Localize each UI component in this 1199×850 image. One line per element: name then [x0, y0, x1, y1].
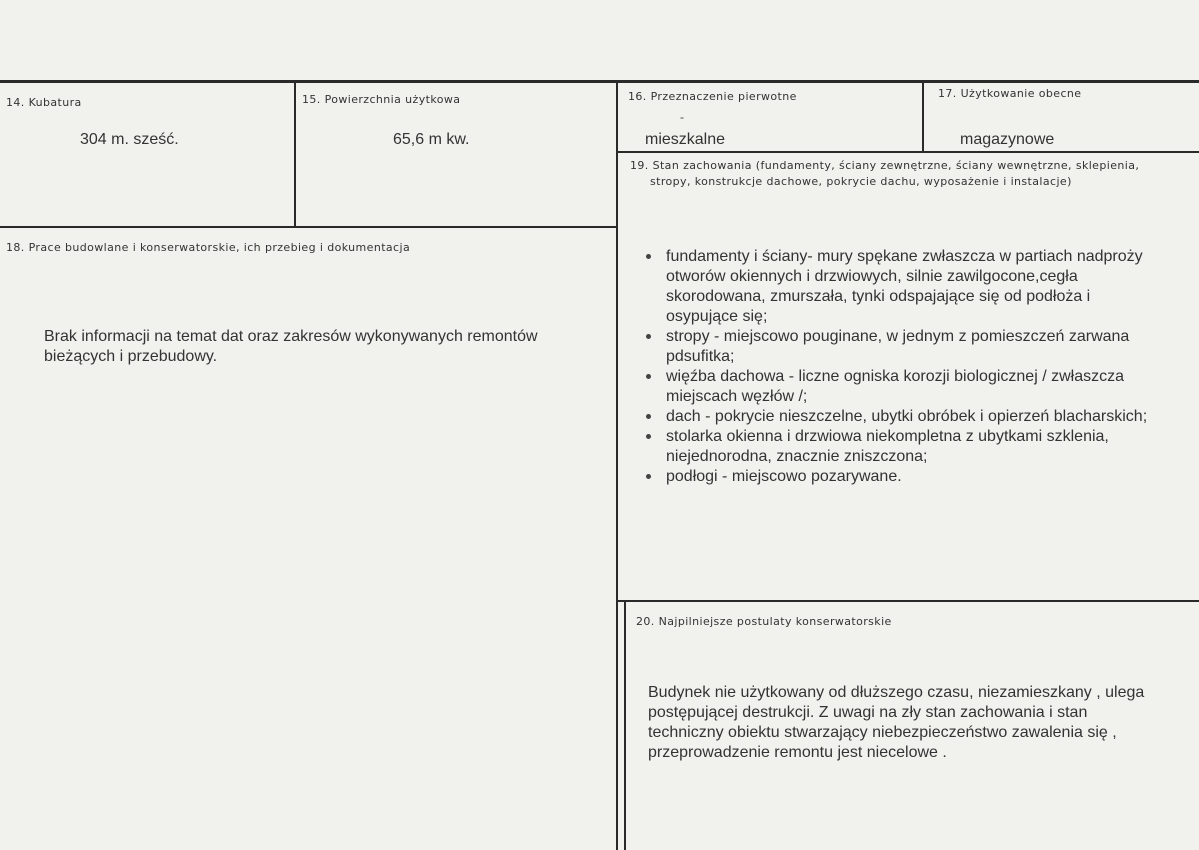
uzytkowanie-value: magazynowe [960, 131, 1055, 148]
divider-16-17 [922, 82, 924, 152]
divider-20-inner [624, 600, 626, 850]
line-below-16-17 [618, 151, 1199, 153]
divider-14-15 [294, 82, 296, 227]
prace-budowlane-label: 18. Prace budowlane i konserwatorskie, ich przebieg i dokumentacja [6, 241, 411, 254]
powierzchnia-label: 15. Powierzchnia użytkowa [302, 93, 461, 106]
list-item: stolarka okienna i drzwiowa niekompletna z ubytkami szklenia, niejednorodna, znacznie zniszczona; [644, 427, 1164, 467]
line-above-20 [618, 600, 1199, 602]
stan-zachowania-list [644, 247, 1164, 487]
kubatura-value: 304 m. sześć. [80, 131, 179, 148]
divider-left-right [616, 82, 618, 850]
stan-zachowania-label-line1: 19. Stan zachowania (fundamenty, ściany zewnętrzne, ściany wewnętrzne, sklepienia, [630, 159, 1140, 172]
list-item: stropy - miejscowo pouginane, w jednym z pomieszczeń zarwana pdsufitka; [644, 327, 1164, 367]
przeznaczenie-label: 16. Przeznaczenie pierwotne [628, 90, 797, 103]
list-item: podłogi - miejscowo pozarywane. [644, 467, 1164, 487]
uzytkowanie-label: 17. Użytkowanie obecne [938, 87, 1082, 100]
prace-budowlane-text: Brak informacji na temat dat oraz zakresów wykonywanych remontów bieżących i przebudowy. [44, 328, 538, 365]
postulaty-text: Budynek nie użytkowany od dłuższego czasu, niezamieszkany , ulega postępującej destrukcji. Z uwagi na zły stan zachowania i stan techniczny obiektu stwarzający niebezpieczeństwo zawalenia się , przeprowadzenie remontu jest niecelowe . [648, 684, 1145, 761]
postulaty-label: 20. Najpilniejsze postulaty konserwatorskie [636, 615, 892, 628]
list-item: więźba dachowa - liczne ogniska korozji biologicznej / zwłaszcza miejscach węzłów /; [644, 367, 1164, 407]
list-item: fundamenty i ściany- mury spękane zwłaszcza w partiach nadproży otworów okiennych i drzwiowych, silnie zawilgocone,cegła skorodowana, zmurszała, tynki odspajające się od podłoża i osypujące się; [644, 247, 1164, 327]
stan-zachowania-label-line2: stropy, konstrukcje dachowe, pokrycie dachu, wyposażenie i instalacje) [650, 175, 1072, 188]
list-item: dach - pokrycie nieszczelne, ubytki obróbek i opierzeń blacharskich; [644, 407, 1164, 427]
dash-mark: - [680, 110, 684, 124]
line-below-14-15 [0, 226, 618, 228]
powierzchnia-value: 65,6 m kw. [393, 131, 470, 148]
top-border-line [0, 80, 1199, 83]
kubatura-label: 14. Kubatura [6, 96, 82, 109]
przeznaczenie-value: mieszkalne [645, 131, 726, 148]
